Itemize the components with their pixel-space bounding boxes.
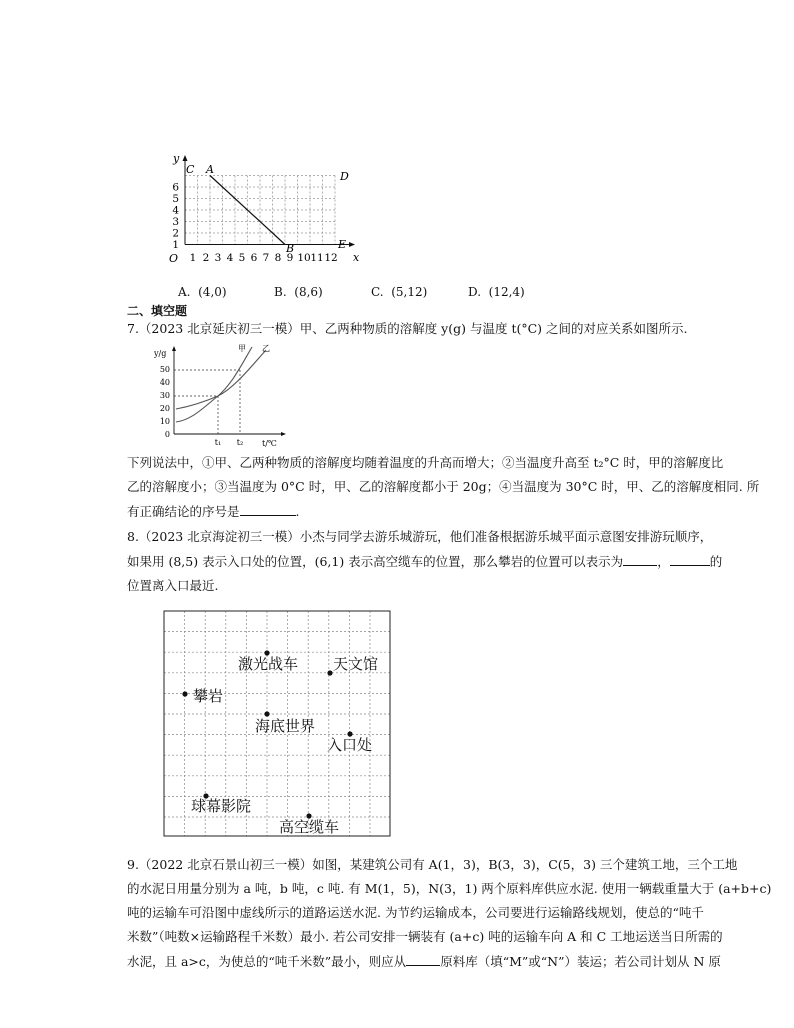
x-tick: 4 (226, 252, 234, 264)
choice-value: (5,12) (391, 285, 428, 299)
place-cable-car: 高空缆车 (279, 818, 340, 836)
q7-line1: 下列说法中，①甲、乙两种物质的溶解度均随着温度的升高而增大；②当温度升高至 t₂°C 时，甲的溶解度比 (127, 455, 724, 470)
y-tick: 3 (172, 216, 179, 228)
point-label-d: D (340, 170, 349, 183)
y-tick: 4 (172, 204, 179, 217)
series-label-jia: 甲 (238, 344, 246, 353)
answer-blank[interactable] (240, 502, 296, 516)
park-map (163, 610, 391, 837)
q8-line2-end: 的 (709, 554, 723, 569)
y-tick: 0 (164, 430, 170, 439)
choice-value: (8,6) (294, 285, 323, 299)
y-tick: 6 (172, 181, 179, 194)
choice-b[interactable] (274, 285, 323, 299)
x-tick-t2: t₂ (236, 438, 244, 447)
point-label-e: E (338, 238, 347, 251)
x-tick: 6 (250, 252, 258, 264)
choice-letter: C. (371, 285, 384, 299)
q8-line2 (127, 552, 722, 571)
y-tick: 2 (172, 227, 179, 240)
q7-stem: 7.（2023 北京延庆初三一模）甲、乙两种物质的溶解度 y(g) 与温度 t(°C) 之间的对应关系如图所示. (127, 321, 688, 336)
place-rock-climbing: 攀岩 (193, 687, 224, 705)
q7-line3 (127, 502, 300, 521)
x-tick: 10 (297, 252, 311, 264)
coordinate-graph (165, 150, 365, 265)
y-tick: 50 (159, 365, 170, 374)
choice-letter: A. (178, 285, 191, 299)
x-tick: 5 (238, 252, 246, 264)
q9-line4: 米数”（吨数×运输路程千米数）最小. 若公司安排一辆装有 (a+c) 吨的运输车向 A 和 C 工地运送当日所需的 (127, 929, 723, 944)
curve-yi (176, 350, 266, 409)
y-tick: 5 (172, 193, 179, 205)
q8-line2-sep: ， (657, 554, 670, 569)
point-label-c: C (186, 163, 195, 176)
q9-line1: 9.（2022 北京石景山初三一模）如图，某建筑公司有 A(1，3)，B(3，3)，C(5，3) 三个建筑工地，三个工地 (127, 857, 738, 872)
q8-line2-text: 如果用 (8,5) 表示入口处的位置，(6,1) 表示高空缆车的位置，那么攀岩的位置可以表示为 (127, 554, 624, 569)
x-tick: 7 (262, 252, 270, 264)
q9-line2: 的水泥日用量分别为 a 吨，b 吨，c 吨. 有 M(1，5)，N(3，1) 两个原料库供应水泥. 使用一辆载重量大于 (a+b+c) (127, 881, 772, 896)
x-tick: 11 (310, 252, 324, 264)
y-tick: 40 (159, 378, 170, 387)
q8-line3: 位置离入口最近. (127, 578, 219, 593)
y-tick: 1 (172, 239, 179, 251)
choice-letter: B. (274, 285, 287, 299)
x-tick: 9 (286, 252, 294, 264)
point-label-b: B (286, 242, 295, 255)
q9-line3: 吨的运输车可沿图中虚线所示的道路运送水泥. 为节约运输成本，公司要进行运输路线规划，使总的“吨千 (127, 905, 704, 920)
origin-label: O (169, 252, 179, 265)
q9-line5-end: 原料库（填“M”或“N”）装运；若公司计划从 N 原 (440, 954, 721, 969)
choice-d[interactable] (468, 285, 525, 299)
y-tick: 20 (159, 404, 170, 413)
q9-line5 (127, 952, 721, 971)
y-tick: 30 (159, 391, 170, 400)
q7-line3-end: . (295, 504, 300, 519)
x-tick-t1: t₁ (214, 438, 222, 447)
choice-letter: D. (468, 285, 482, 299)
section-title: 二、填空题 (127, 304, 188, 318)
x-axis-label: x (353, 251, 360, 264)
choice-value: (12,4) (488, 285, 525, 299)
solubility-chart (152, 342, 292, 450)
curve-jia (176, 347, 252, 422)
place-underwater-world: 海底世界 (255, 717, 316, 735)
q8-line1: 8.（2023 北京海淀初三一模）小杰与同学去游乐城游玩，他们准备根据游乐城平面示意图安排游玩顺序， (127, 529, 713, 544)
place-entrance: 入口处 (327, 736, 373, 754)
x-tick: 3 (214, 252, 222, 264)
answer-blank[interactable] (670, 552, 710, 566)
q9-line5-text: 水泥，且 a>c，为使总的“吨千米数”最小，则应从 (127, 954, 407, 969)
x-tick: 2 (202, 252, 210, 264)
place-dome-cinema: 球幕影院 (191, 797, 252, 815)
point-label-a: A (206, 163, 214, 176)
series-label-yi: 乙 (262, 344, 270, 353)
q7-line2: 乙的溶解度小；③当温度为 0°C 时，甲、乙的溶解度都小于 20g；④当温度为 30°C 时，甲、乙的溶解度相同. 所 (127, 479, 760, 494)
choice-c[interactable] (371, 285, 427, 299)
y-tick: 10 (159, 417, 170, 426)
x-axis-unit: t/℃ (262, 439, 277, 448)
q7-line3-text: 有正确结论的序号是 (127, 504, 240, 519)
choice-a[interactable] (178, 285, 227, 299)
answer-blank[interactable] (623, 552, 657, 566)
choice-value: (4,0) (198, 285, 227, 299)
place-planetarium: 天文馆 (333, 655, 379, 673)
x-tick: 12 (324, 252, 338, 264)
x-tick: 1 (189, 252, 197, 264)
answer-blank[interactable] (406, 952, 440, 966)
x-tick: 8 (274, 252, 282, 264)
y-axis-label: y (173, 152, 180, 165)
place-laser-tank: 激光战车 (238, 655, 299, 673)
y-axis-unit: y/g (154, 349, 167, 358)
